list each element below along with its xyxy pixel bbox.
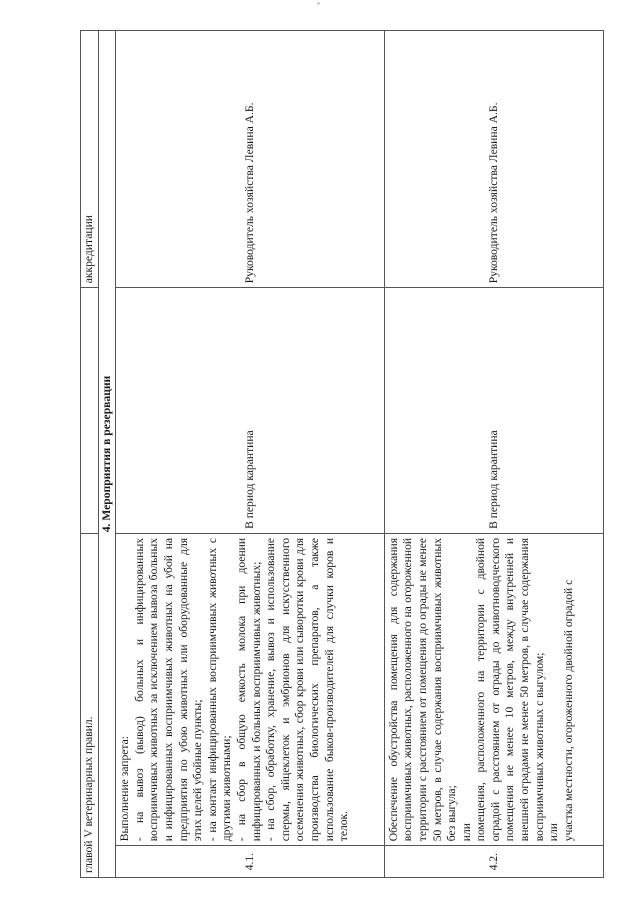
table-row: [384, 31, 603, 878]
responsible-cell: Руководитель хозяйства Левина А.Б.: [116, 31, 385, 288]
measures-table: [80, 30, 604, 878]
scan-speck: [317, 2, 320, 5]
measure-line: участка местности, огороженного двойной оградой с: [561, 579, 575, 842]
continuation-row: [81, 31, 99, 878]
responsible-cell: Руководитель хозяйства Левина А.Б.: [384, 31, 603, 288]
measure-line: - на сбор в общую емкость молока при доении инфицированных и больных восприимчивых животных;: [234, 537, 263, 842]
period-cell: В период карантина: [384, 288, 603, 534]
measure-line: помещения, расположенного на территории с двойной оградой с расстоянием от ограды до животноводческого помещения не менее 10 метров, между внутренней и внешней оградами не менее 50 метров, в случае содержания восприимчивых животных с выгулом;: [474, 537, 546, 842]
measure-cell: [116, 533, 385, 845]
continuation-right-cell: аккредитации: [81, 31, 99, 288]
rotated-table-container: [80, 30, 604, 878]
section-title: 4. Мероприятия в резервации: [98, 31, 116, 878]
measure-line: - на контакт инфицированных восприимчивых животных с другими животными;: [205, 537, 234, 842]
continuation-left-cell: главой V ветеринарных правил.: [81, 533, 99, 877]
measure-line: или: [547, 823, 561, 842]
row-number: 4.2.: [384, 846, 603, 878]
period-cell: В период карантина: [116, 288, 385, 534]
measure-cell: [384, 533, 603, 845]
document-page: [80, 30, 604, 878]
measure-line: - на вывоз (вывод) больных и инфицированных восприимчивых животных за исключением вывоза больных и инфицированных восприимчивых животных на убой на предприятия по убою животных или оборудованные для этих целей убойные пункты;: [132, 537, 205, 842]
measure-line: Обеспечение обустройства помещения для содержания восприимчивых животных, расположенного на огороженной территории с расстоянием от помещения до ограды не менее 50 метров, в случае содержания восприимчивых животных без выгула;: [386, 537, 459, 842]
section-header-row: [98, 31, 116, 878]
measure-line: - на сбор, обработку, хранение, вывоз и использование спермы, яйцеклеток и эмбрионов для искусственного осеменения животных, сбор крови или сыворотки крови для производства биологических препаратов, а также использование быков-производителей для случки коров и телок.: [264, 537, 351, 842]
table-row: [116, 31, 385, 878]
measure-line: Выполнение запрета:: [118, 735, 132, 842]
measure-line: или: [459, 823, 473, 842]
row-number: 4.1.: [116, 846, 385, 878]
continuation-middle-cell: [81, 288, 99, 534]
